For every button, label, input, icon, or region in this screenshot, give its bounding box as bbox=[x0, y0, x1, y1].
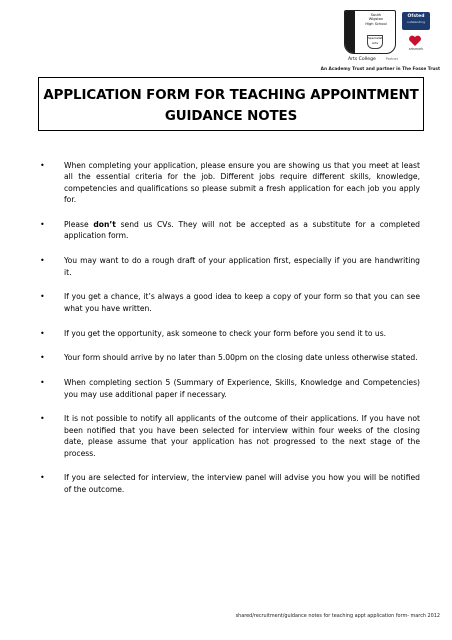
bullet-icon: • bbox=[40, 353, 45, 363]
school-name: South Wigston High School bbox=[365, 13, 387, 26]
note-item: • When completing section 5 (Summary of Experience, Skills, Knowledge and Competencies) you may use additional paper if necessary. bbox=[40, 378, 420, 399]
note-item: • When completing your application, please ensure you are showing us that you meet at least all the essential criteria for the job. Different jobs require different skills, knowledge, competencies and qualifications so please submit a fresh application for each job you apply for. bbox=[40, 161, 420, 205]
note-item: • If you get a chance, it’s always a good idea to keep a copy of your form so that you can see what you have written. bbox=[40, 292, 420, 313]
school-crest-logo bbox=[344, 10, 396, 54]
note-item: • You may want to do a rough draft of your application first, especially if you are handwriting it. bbox=[40, 256, 420, 277]
page-title: APPLICATION FORM FOR TEACHING APPOINTMENT GUIDANCE NOTES bbox=[43, 88, 419, 124]
emphasis-dont: don’t bbox=[93, 220, 116, 230]
academy-trust-line: An Academy Trust and partner in The Fosse Trust bbox=[320, 67, 440, 72]
bullet-icon: • bbox=[40, 378, 45, 388]
artsmark-label: artsmark bbox=[408, 47, 424, 51]
college-line: Arts College Partner bbox=[348, 57, 399, 62]
bullet-icon: • bbox=[40, 220, 45, 230]
guidance-notes-list bbox=[40, 160, 420, 509]
note-item: • Please don’t send us CVs. They will not be accepted as a substitute for a completed application form. bbox=[40, 220, 421, 241]
footer-file-path: shared/recruitment/guidance notes for teaching appt application form- march 2012 bbox=[235, 613, 440, 619]
bullet-icon: • bbox=[40, 328, 45, 338]
school-logos bbox=[340, 10, 440, 68]
note-item: • If you get the opportunity, ask someone to check your form before you send it to us. bbox=[40, 328, 387, 338]
bullet-icon: • bbox=[40, 473, 45, 483]
bullet-icon: • bbox=[40, 292, 45, 302]
heart-icon bbox=[408, 35, 422, 47]
bullet-icon: • bbox=[40, 161, 45, 170]
note-item: • Your form should arrive by no later than 5.00pm on the closing date unless otherwise stated. bbox=[40, 353, 418, 363]
bullet-icon: • bbox=[40, 256, 45, 266]
note-item: • It is not possible to notify all applicants of the outcome of their applications. If you have not been notified that you have been selected for interview within four weeks of the closing date, please assume that your application has not progressed to the next stage of the process. bbox=[40, 414, 420, 458]
note-item: • If you are selected for interview, the interview panel will advise you how you will be notified of the outcome. bbox=[40, 473, 420, 494]
shield-icon: Specialist Arts bbox=[367, 35, 383, 49]
bullet-icon: • bbox=[40, 414, 45, 424]
ofsted-badge: Ofsted outstanding bbox=[402, 12, 430, 30]
title-box bbox=[38, 77, 424, 131]
